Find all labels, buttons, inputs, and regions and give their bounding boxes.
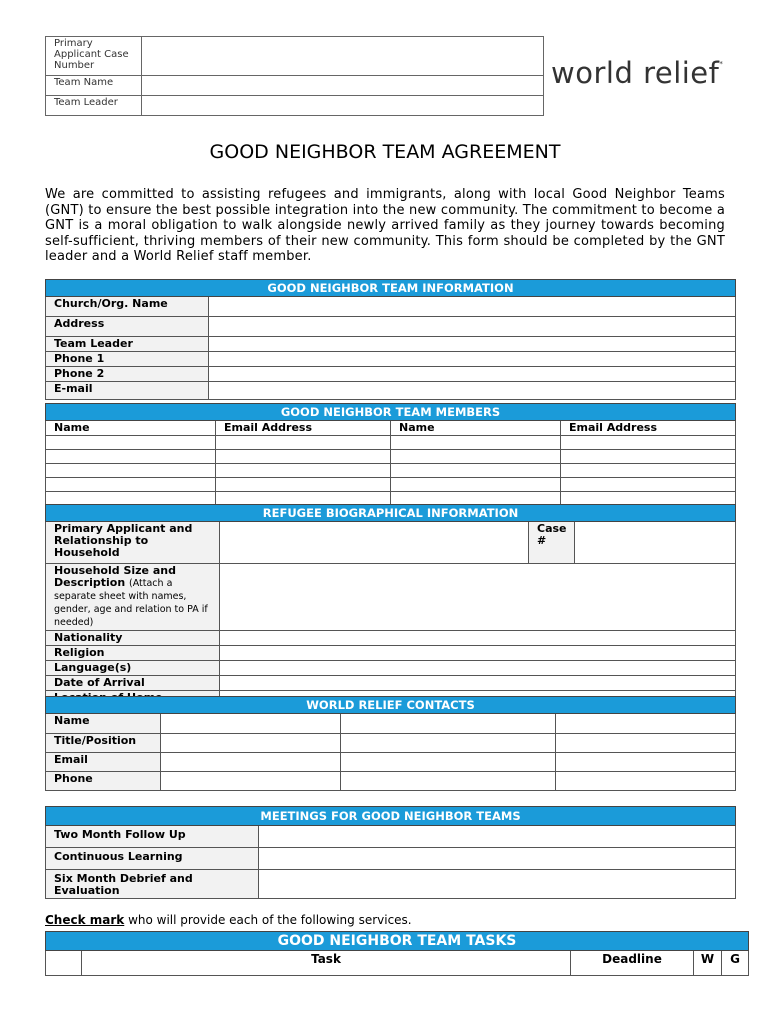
check-mark-text: who will provide each of the following services. [124, 913, 412, 927]
team-info-table [45, 279, 736, 400]
household-label-text: Household Size and Description [54, 564, 176, 589]
member-name-cell[interactable] [46, 478, 216, 492]
contact-email-field[interactable] [161, 753, 341, 772]
table-row [46, 436, 736, 450]
phone-2-field[interactable] [209, 367, 736, 382]
contact-name-field[interactable] [556, 714, 736, 734]
g-column: G [722, 951, 749, 976]
member-name-cell[interactable] [391, 450, 561, 464]
six-month-debrief-field[interactable] [259, 870, 736, 899]
email-field[interactable] [209, 382, 736, 400]
col-name-1: Name [46, 421, 216, 436]
label-phone-1: Phone 1 [46, 352, 209, 367]
task-column: Task [82, 951, 571, 976]
team-info-heading: GOOD NEIGHBOR TEAM INFORMATION [46, 280, 736, 297]
contact-title-field[interactable] [556, 734, 736, 753]
label-contact-email: Email [46, 753, 161, 772]
label-date-of-arrival: Date of Arrival [46, 676, 220, 691]
col-email-2: Email Address [561, 421, 736, 436]
label-contact-name: Name [46, 714, 161, 734]
member-name-cell[interactable] [46, 436, 216, 450]
label-church-org-name: Church/Org. Name [46, 297, 209, 317]
contacts-heading: WORLD RELIEF CONTACTS [46, 697, 736, 714]
contact-email-field[interactable] [556, 753, 736, 772]
header-label-team-name: Team Name [46, 76, 142, 96]
languages-field[interactable] [220, 661, 736, 676]
leader-field[interactable] [209, 337, 736, 352]
label-household [46, 564, 220, 631]
label-religion: Religion [46, 646, 220, 661]
phone-1-field[interactable] [209, 352, 736, 367]
contact-title-field[interactable] [341, 734, 556, 753]
label-case-number: Case # [529, 522, 575, 564]
label-two-month-follow-up: Two Month Follow Up [46, 826, 259, 848]
two-month-follow-up-field[interactable] [259, 826, 736, 848]
label-nationality: Nationality [46, 631, 220, 646]
label-contact-title: Title/Position [46, 734, 161, 753]
household-note: (Attach a separate sheet with names, gender, age and relation to PA if needed) [54, 578, 208, 628]
tasks-heading: GOOD NEIGHBOR TEAM TASKS [46, 932, 749, 951]
table-row [46, 464, 736, 478]
date-of-arrival-field[interactable] [220, 676, 736, 691]
member-name-cell[interactable] [391, 478, 561, 492]
label-contact-phone: Phone [46, 772, 161, 791]
refugee-info-table [45, 504, 736, 706]
religion-field[interactable] [220, 646, 736, 661]
household-field[interactable] [220, 564, 736, 631]
member-email-cell[interactable] [561, 464, 736, 478]
label-six-month-debrief: Six Month Debrief and Evaluation [46, 870, 259, 899]
label-team-leader: Team Leader [46, 337, 209, 352]
col-email-1: Email Address [216, 421, 391, 436]
address-field[interactable] [209, 317, 736, 337]
team-name-field[interactable] [142, 76, 544, 96]
nationality-field[interactable] [220, 631, 736, 646]
table-row [46, 478, 736, 492]
contact-title-field[interactable] [161, 734, 341, 753]
member-name-cell[interactable] [46, 450, 216, 464]
contacts-table [45, 696, 736, 791]
meetings-heading: MEETINGS FOR GOOD NEIGHBOR TEAMS [46, 807, 736, 826]
label-email: E-mail [46, 382, 209, 400]
check-mark-label: Check mark [45, 913, 125, 927]
label-languages: Language(s) [46, 661, 220, 676]
intro-paragraph: We are committed to assisting refugees and immigrants, along with local Good Neighbor Teams (GNT) to ensure the best possible integration into the new community. The commitment to become a GNT is a moral obligation to walk alongside newly arrived family as they journey towards becoming self-sufficient, thriving members of their new community. This form should be completed by the GNT leader and a World Relief staff member. [45, 187, 725, 264]
contact-phone-field[interactable] [556, 772, 736, 791]
church-org-name-field[interactable] [209, 297, 736, 317]
tasks-table [45, 931, 749, 976]
meetings-table [45, 806, 736, 899]
team-members-heading: GOOD NEIGHBOR TEAM MEMBERS [46, 404, 736, 421]
task-check-column [46, 951, 82, 976]
refugee-info-heading: REFUGEE BIOGRAPHICAL INFORMATION [46, 505, 736, 522]
member-name-cell[interactable] [46, 464, 216, 478]
member-name-cell[interactable] [391, 436, 561, 450]
primary-applicant-field[interactable] [220, 522, 529, 564]
check-mark-note [45, 913, 412, 927]
label-continuous-learning: Continuous Learning [46, 848, 259, 870]
contact-email-field[interactable] [341, 753, 556, 772]
member-name-cell[interactable] [391, 464, 561, 478]
member-email-cell[interactable] [561, 478, 736, 492]
contact-name-field[interactable] [341, 714, 556, 734]
header-label-case-number: Primary Applicant Case Number [46, 37, 142, 76]
contact-name-field[interactable] [161, 714, 341, 734]
member-email-cell[interactable] [561, 450, 736, 464]
world-relief-logo: world relief* [551, 56, 724, 90]
label-address: Address [46, 317, 209, 337]
deadline-column: Deadline [571, 951, 694, 976]
team-members-table [45, 403, 736, 506]
member-email-cell[interactable] [216, 450, 391, 464]
label-phone-2: Phone 2 [46, 367, 209, 382]
w-column: W [694, 951, 722, 976]
case-number-input[interactable] [575, 522, 736, 564]
contact-phone-field[interactable] [161, 772, 341, 791]
header-table [45, 36, 544, 116]
member-email-cell[interactable] [216, 478, 391, 492]
continuous-learning-field[interactable] [259, 848, 736, 870]
team-leader-field[interactable] [142, 96, 544, 116]
contact-phone-field[interactable] [341, 772, 556, 791]
page-title: GOOD NEIGHBOR TEAM AGREEMENT [209, 141, 561, 163]
member-email-cell[interactable] [561, 436, 736, 450]
member-email-cell[interactable] [216, 436, 391, 450]
label-primary-applicant: Primary Applicant and Relationship to Household [46, 522, 220, 564]
col-name-2: Name [391, 421, 561, 436]
table-row [46, 450, 736, 464]
case-number-field[interactable] [142, 37, 544, 76]
member-email-cell[interactable] [216, 464, 391, 478]
header-label-team-leader: Team Leader [46, 96, 142, 116]
